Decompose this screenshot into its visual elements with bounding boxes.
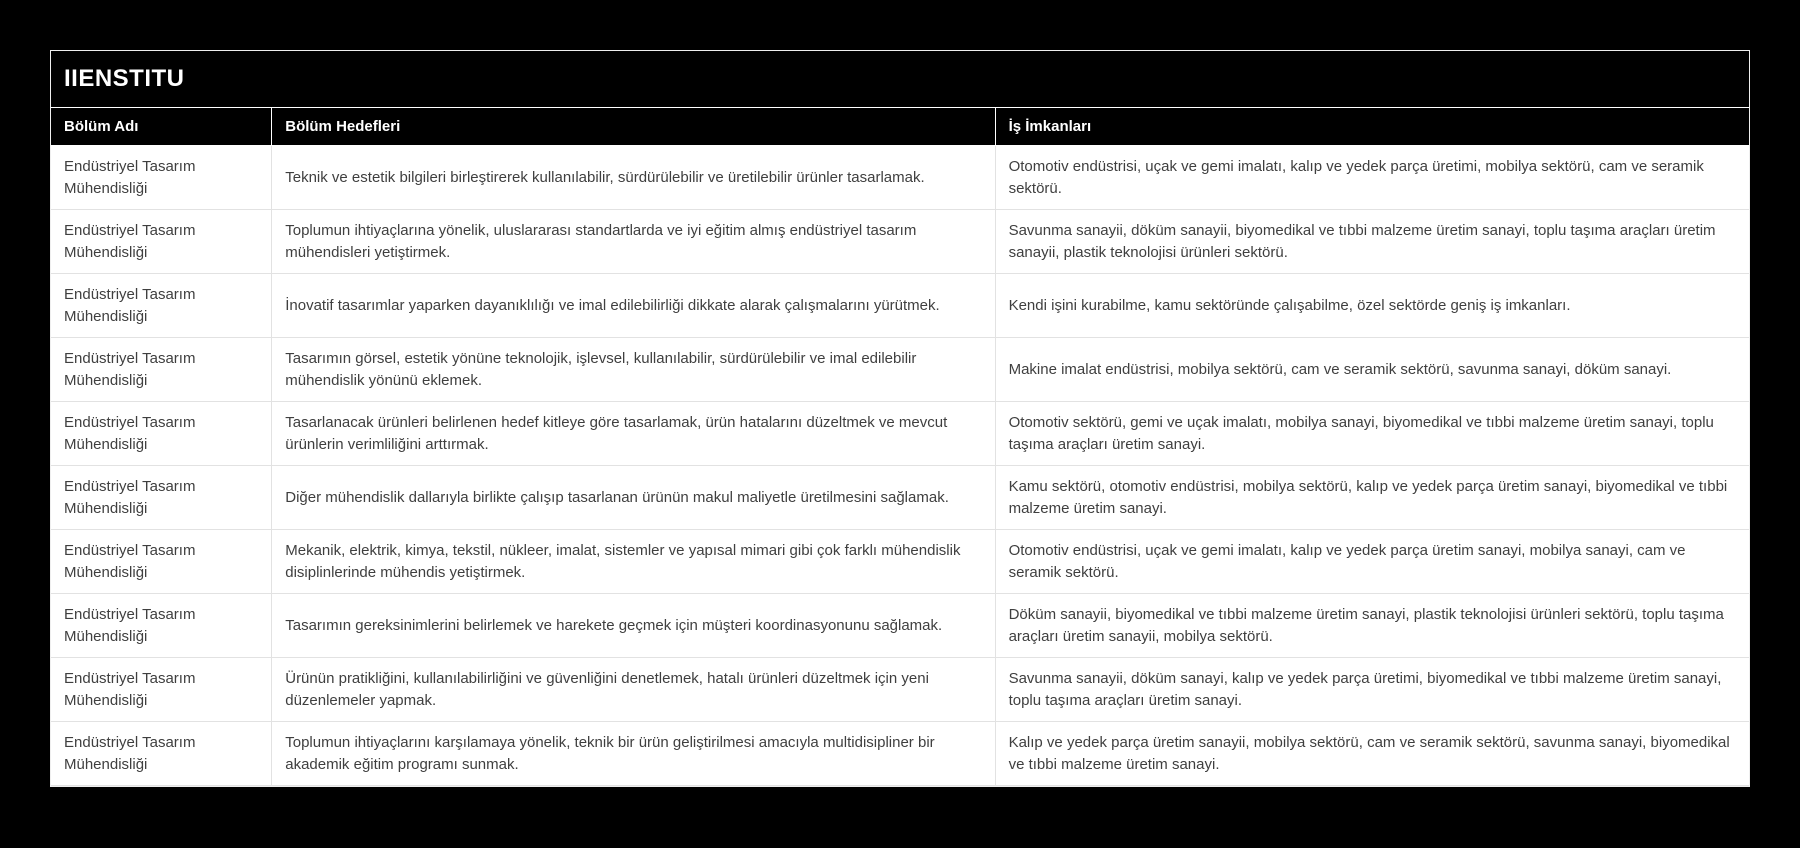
table-row (51, 274, 1749, 338)
cell-department-goal: Ürünün pratikliğini, kullanılabilirliğini ve güvenliğini denetlemek, hatalı ürünleri düzeltmek için yeni düzenlemeler yapmak. (272, 658, 995, 722)
table-row (51, 594, 1749, 658)
cell-job-opportunities: Savunma sanayii, döküm sanayi, kalıp ve yedek parça üretimi, biyomedikal ve tıbbi malzeme üretim sanayi, toplu taşıma araçları üretim sanayi. (995, 658, 1749, 722)
cell-job-opportunities: Kamu sektörü, otomotiv endüstrisi, mobilya sektörü, kalıp ve yedek parça üretim sanayi, biyomedikal ve tıbbi malzeme üretim sanayi. (995, 466, 1749, 530)
cell-department-name: Endüstriyel Tasarım Mühendisliği (51, 274, 272, 338)
cell-job-opportunities: Kalıp ve yedek parça üretim sanayii, mobilya sektörü, cam ve seramik sektörü, savunma sanayi, biyomedikal ve tıbbi malzeme üretim sanayi. (995, 722, 1749, 786)
departments-table (51, 107, 1749, 786)
cell-job-opportunities: Kendi işini kurabilme, kamu sektöründe çalışabilme, özel sektörde geniş iş imkanları. (995, 274, 1749, 338)
cell-department-goal: Toplumun ihtiyaçlarına yönelik, uluslararası standartlarda ve iyi eğitim almış endüstriyel tasarım mühendisleri yetiştirmek. (272, 210, 995, 274)
table-row (51, 530, 1749, 594)
cell-department-goal: Tasarımın gereksinimlerini belirlemek ve harekete geçmek için müşteri koordinasyonunu sağlamak. (272, 594, 995, 658)
table-row (51, 338, 1749, 402)
table-row (51, 658, 1749, 722)
cell-job-opportunities: Otomotiv endüstrisi, uçak ve gemi imalatı, kalıp ve yedek parça üretim sanayi, mobilya sanayi, cam ve seramik sektörü. (995, 530, 1749, 594)
table-row (51, 210, 1749, 274)
table-row (51, 402, 1749, 466)
column-header-bolum-adi: Bölüm Adı (51, 108, 272, 146)
cell-job-opportunities: Otomotiv sektörü, gemi ve uçak imalatı, mobilya sanayi, biyomedikal ve tıbbi malzeme üretim sanayi, toplu taşıma araçları üretim sanayi. (995, 402, 1749, 466)
cell-department-goal: Toplumun ihtiyaçlarını karşılamaya yönelik, teknik bir ürün geliştirilmesi amacıyla multidisipliner bir akademik eğitim programı sunmak. (272, 722, 995, 786)
cell-department-goal: Tasarlanacak ürünleri belirlenen hedef kitleye göre tasarlamak, ürün hatalarını düzeltmek ve mevcut ürünlerin verimliliğini arttırmak. (272, 402, 995, 466)
cell-job-opportunities: Otomotiv endüstrisi, uçak ve gemi imalatı, kalıp ve yedek parça üretimi, mobilya sektörü, cam ve seramik sektörü. (995, 146, 1749, 210)
content-card (50, 50, 1750, 787)
column-header-is-imkanlari: İş İmkanları (995, 108, 1749, 146)
cell-department-name: Endüstriyel Tasarım Mühendisliği (51, 658, 272, 722)
cell-department-goal: Tasarımın görsel, estetik yönüne teknolojik, işlevsel, kullanılabilir, sürdürülebilir ve imal edilebilir mühendislik yönünü eklemek. (272, 338, 995, 402)
cell-department-name: Endüstriyel Tasarım Mühendisliği (51, 466, 272, 530)
cell-department-name: Endüstriyel Tasarım Mühendisliği (51, 594, 272, 658)
cell-department-name: Endüstriyel Tasarım Mühendisliği (51, 722, 272, 786)
cell-department-goal: Teknik ve estetik bilgileri birleştirerek kullanılabilir, sürdürülebilir ve üretilebilir ürünler tasarlamak. (272, 146, 995, 210)
table-row (51, 146, 1749, 210)
page-title: IIENSTITU (64, 65, 185, 92)
cell-job-opportunities: Savunma sanayii, döküm sanayii, biyomedikal ve tıbbi malzeme üretim sanayi, toplu taşıma araçları üretim sanayii, plastik teknolojisi ürünleri sektörü. (995, 210, 1749, 274)
cell-department-goal: Diğer mühendislik dallarıyla birlikte çalışıp tasarlanan ürünün makul maliyetle üretilmesini sağlamak. (272, 466, 995, 530)
cell-department-goal: Mekanik, elektrik, kimya, tekstil, nükleer, imalat, sistemler ve yapısal mimari gibi çok farklı mühendislik disiplinlerinde mühendis yetiştirmek. (272, 530, 995, 594)
cell-department-name: Endüstriyel Tasarım Mühendisliği (51, 146, 272, 210)
cell-department-name: Endüstriyel Tasarım Mühendisliği (51, 530, 272, 594)
cell-department-name: Endüstriyel Tasarım Mühendisliği (51, 338, 272, 402)
cell-job-opportunities: Makine imalat endüstrisi, mobilya sektörü, cam ve seramik sektörü, savunma sanayi, döküm sanayi. (995, 338, 1749, 402)
cell-job-opportunities: Döküm sanayii, biyomedikal ve tıbbi malzeme üretim sanayi, plastik teknolojisi ürünleri sektörü, toplu taşıma araçları üretim sanayii, mobilya sektörü. (995, 594, 1749, 658)
table-row (51, 466, 1749, 530)
cell-department-goal: İnovatif tasarımlar yaparken dayanıklılığı ve imal edilebilirliği dikkate alarak çalışmalarını yürütmek. (272, 274, 995, 338)
cell-department-name: Endüstriyel Tasarım Mühendisliği (51, 402, 272, 466)
card-header (51, 51, 1749, 107)
table-row (51, 722, 1749, 786)
column-header-bolum-hedefleri: Bölüm Hedefleri (272, 108, 995, 146)
cell-department-name: Endüstriyel Tasarım Mühendisliği (51, 210, 272, 274)
table-header-row (51, 108, 1749, 146)
